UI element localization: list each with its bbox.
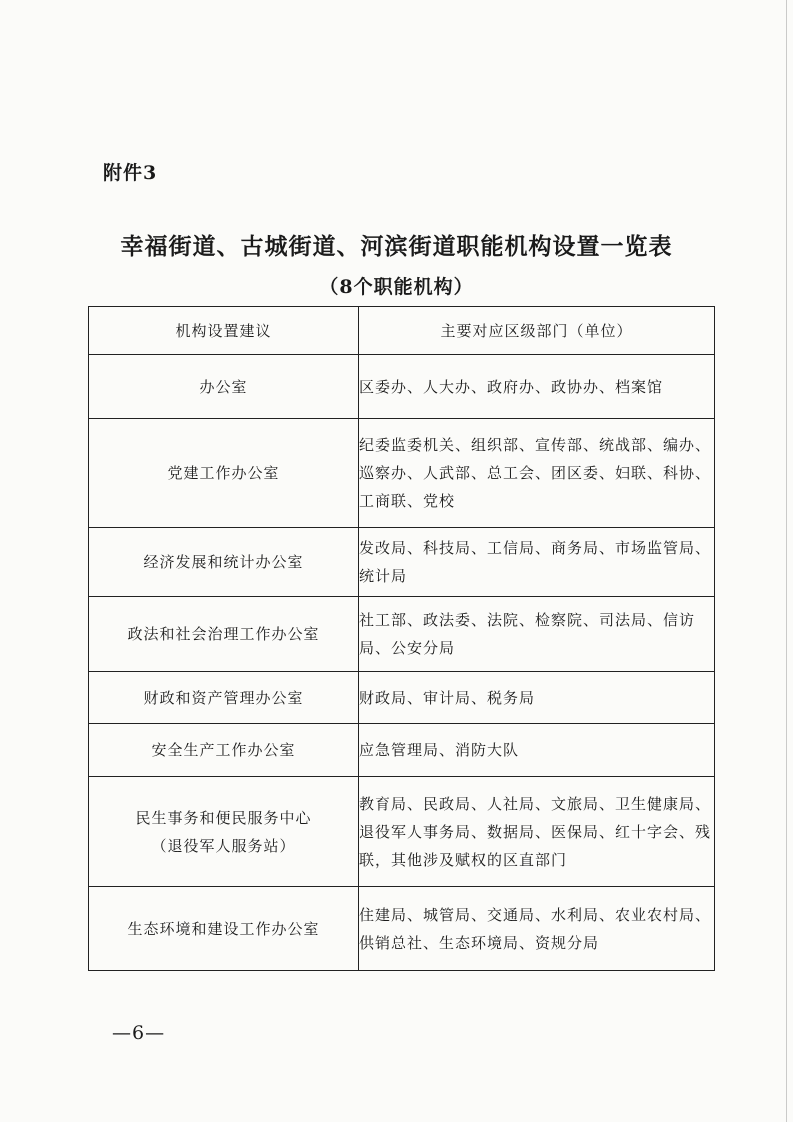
page-number: —6—	[112, 1022, 166, 1044]
table-row	[89, 887, 715, 971]
org-cell	[89, 887, 359, 971]
org-subname: （退役军人服务站）	[151, 836, 296, 855]
depts-cell: 财政局、审计局、税务局	[359, 672, 715, 724]
org-cell	[89, 724, 359, 777]
org-cell	[89, 355, 359, 419]
document-title: 幸福街道、古城街道、河滨街道职能机构设置一览表	[120, 233, 673, 260]
table-row	[89, 672, 715, 724]
table-row	[89, 777, 715, 887]
table-row	[89, 528, 715, 597]
table-row	[89, 724, 715, 777]
header-depts: 主要对应区级部门（单位）	[359, 307, 715, 355]
document-subtitle: （8个职能机构）	[319, 276, 474, 298]
header-org: 机构设置建议	[89, 307, 359, 355]
depts-cell: 纪委监委机关、组织部、宣传部、统战部、编办、巡察办、人武部、总工会、团区委、妇联、科协、工商联、党校	[359, 419, 715, 528]
depts-cell: 住建局、城管局、交通局、水利局、农业农村局、供销总社、生态环境局、资规分局	[359, 887, 715, 971]
attachment-label: 附件3	[103, 162, 158, 184]
depts-cell: 应急管理局、消防大队	[359, 724, 715, 777]
org-cell	[89, 672, 359, 724]
org-name: 财政和资产管理办公室	[143, 688, 304, 707]
org-name: 安全生产工作办公室	[151, 741, 296, 759]
org-name: 政法和社会治理工作办公室	[127, 625, 320, 643]
org-cell	[89, 777, 359, 887]
table-header-row	[89, 307, 715, 355]
depts-cell: 区委办、人大办、政府办、政协办、档案馆	[359, 355, 715, 419]
depts-cell: 教育局、民政局、人社局、文旅局、卫生健康局、退役军人事务局、数据局、医保局、红十字会、残联，其他涉及赋权的区直部门	[359, 777, 715, 887]
org-name: 经济发展和统计办公室	[143, 553, 304, 571]
org-name: 民生事务和便民服务中心	[135, 808, 312, 827]
org-cell	[89, 597, 359, 672]
depts-cell: 社工部、政法委、法院、检察院、司法局、信访局、公安分局	[359, 597, 715, 672]
page-edge-line	[786, 0, 787, 1122]
org-name: 办公室	[199, 377, 248, 396]
org-name: 生态环境和建设工作办公室	[127, 919, 320, 938]
table-row	[89, 419, 715, 528]
table-row	[89, 597, 715, 672]
org-cell	[89, 419, 359, 528]
institution-table	[88, 306, 715, 971]
org-cell	[89, 528, 359, 597]
org-name: 党建工作办公室	[167, 464, 280, 482]
depts-cell: 发改局、科技局、工信局、商务局、市场监管局、统计局	[359, 528, 715, 597]
table-row	[89, 355, 715, 419]
